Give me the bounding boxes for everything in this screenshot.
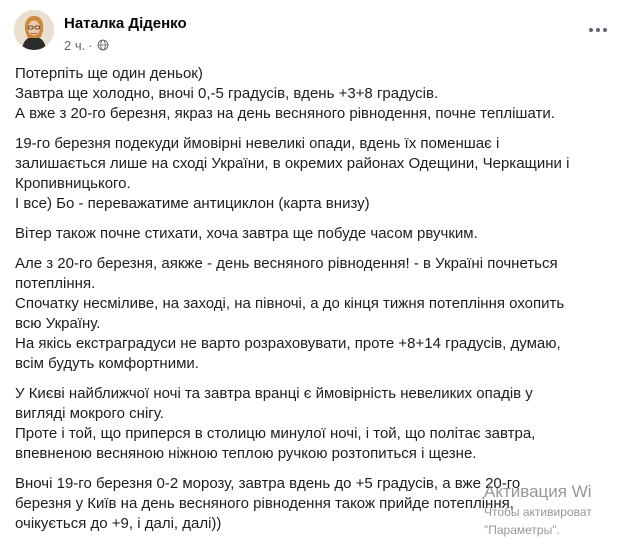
text-line: А вже з 20-го березня, якраз на день весняного рівнодення, почне теплішати. [15, 105, 555, 122]
avatar-image [14, 10, 54, 50]
text-line: Кропивницького. [15, 175, 131, 192]
watermark-line: "Параметры". [484, 523, 560, 537]
paragraph [15, 64, 615, 124]
text-line: На якісь екстраградуси не варто розраховувати, проте +8+14 градусів, думаю, [15, 335, 561, 352]
paragraph [15, 254, 615, 374]
text-line: І все) Бо - переважатиме антициклон (карта внизу) [15, 195, 370, 212]
watermark-title: Активация Wi [484, 482, 592, 501]
post-time[interactable]: 2 ч. [64, 37, 86, 53]
text-line: Вітер також почне стихати, хоча завтра ще побуде часом рвучким. [15, 225, 478, 242]
watermark-line: Чтобы активироват [484, 505, 592, 519]
text-line: всім будуть комфортними. [15, 355, 199, 372]
paragraph [15, 224, 615, 244]
text-line: Потерпіть ще один деньок) [15, 65, 203, 82]
text-line: Але з 20-го березня, аякже - день весняного рівнодення! - в Україні почнеться [15, 255, 558, 272]
paragraph [15, 384, 615, 464]
text-line: очікується до +9, і далі, далі)) [15, 515, 222, 532]
more-options-dot [596, 28, 600, 32]
text-line: 19-го березня подекуди ймовірні невеликі опади, вдень їх поменшає і [15, 135, 500, 152]
text-line: Проте і той, що приперся в столицю минулої ночі, і той, що політає завтра, [15, 425, 536, 442]
post-text [15, 64, 615, 544]
text-line: залишається лише на сході України, в окремих районах Одещини, Черкащини і [15, 155, 570, 172]
post-meta [64, 37, 109, 53]
more-options-button[interactable] [584, 18, 612, 42]
text-line: всю Україну. [15, 315, 101, 332]
text-line: потепління. [15, 275, 96, 292]
more-options-dot [603, 28, 607, 32]
meta-separator: · [88, 37, 93, 53]
text-line: Вночі 19-го березня 0-2 морозу, завтра вдень до +5 градусів, а вже 20-го [15, 475, 521, 492]
paragraph [15, 474, 615, 534]
more-options-icon [589, 28, 593, 32]
text-line: У Києві найближчої ночі та завтра вранці є ймовірність невеликих опадів у [15, 385, 533, 402]
text-line: впевненою весняною ніжною теплою ручкою розтопиться і щезне. [15, 445, 477, 462]
author-avatar[interactable] [14, 10, 54, 50]
author-name[interactable]: Наталка Діденко [64, 15, 187, 32]
text-line: вигляді мокрого снігу. [15, 405, 164, 422]
text-line: Завтра ще холодно, вночі 0,-5 градусів, вдень +3+8 градусів. [15, 85, 439, 102]
text-line: березня у Київ на день весняного рівнодення також прийде потепління, [15, 495, 514, 512]
post-header [14, 10, 614, 58]
globe-icon[interactable] [97, 39, 109, 51]
text-line: Спочатку несміливе, на заході, на півночі, а до кінця тижня потепління охопить [15, 295, 565, 312]
paragraph [15, 134, 615, 214]
